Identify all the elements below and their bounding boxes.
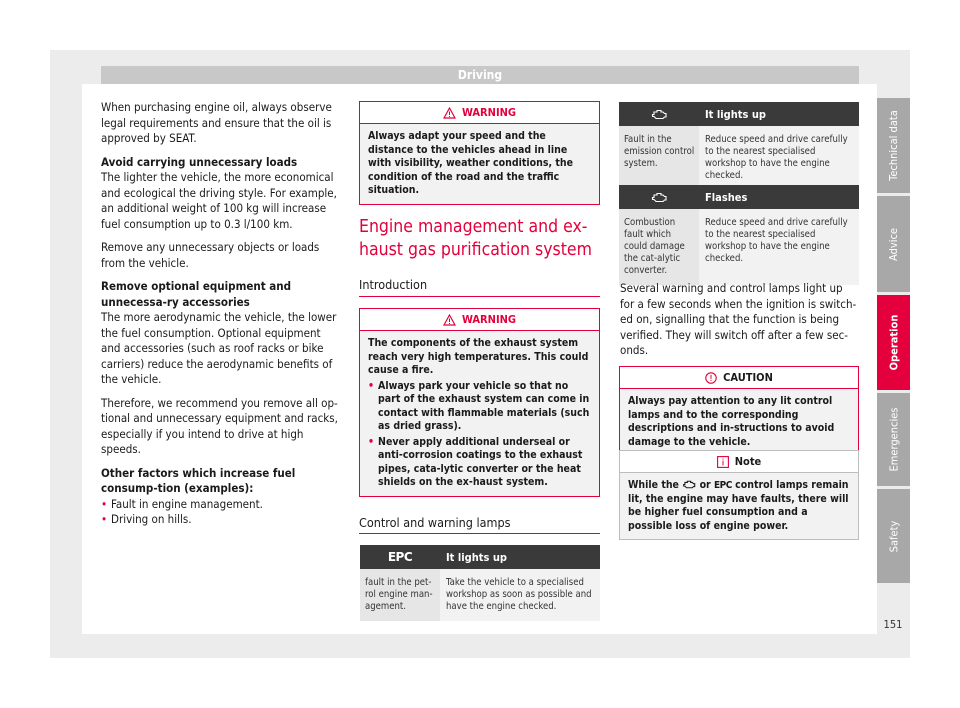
table-header xyxy=(360,545,600,569)
table-cell-action: Take the vehicle to a specialised workshop as soon as possible and have the engine checked. xyxy=(440,569,600,621)
tab-advice[interactable] xyxy=(877,196,910,292)
paragraph-remove-objects: Remove any unnecessary objects or loads from the vehicle. xyxy=(101,240,320,270)
tab-operation[interactable] xyxy=(877,295,910,390)
warning-bullet-text: Always park your vehicle so that no part of the exhaust system can come in contact with flammable materials (such as dried grass). xyxy=(378,379,590,432)
warning-bullet: • Never apply additional underseal or anti-corrosion coatings to the exhaust pipes, cata-lytic converter or the heat shields on the ex-haust system. xyxy=(368,436,591,490)
warning-text: Always adapt your speed and the distance to the vehicles ahead in line with visibility, weather conditions, the condition of the road and the traffic situation. xyxy=(368,130,573,196)
table-cell-action: Reduce speed and drive carefully to the nearest specialised workshop to have the engine checked. xyxy=(699,126,859,190)
warning-box-speed xyxy=(359,101,600,205)
subheading-introduction: Introduction xyxy=(359,277,428,292)
divider xyxy=(359,533,600,534)
table-header xyxy=(619,102,859,126)
warning-box-exhaust xyxy=(359,308,600,497)
heading-loads: Avoid carrying unnecessary loads xyxy=(101,154,298,169)
note-box xyxy=(619,450,859,540)
tab-label: Safety xyxy=(887,520,900,552)
table-cell-cause: Combustion fault which could damage the cat-alytic converter. xyxy=(619,209,699,285)
page-number: 151 xyxy=(883,618,903,631)
note-header xyxy=(620,451,858,473)
warning-text: The components of the exhaust system reach very high temperatures. This could cause a fire. xyxy=(368,337,589,376)
tab-emergencies[interactable] xyxy=(877,393,910,486)
note-text-end: control lamps remain lit, the engine may have faults, there will be higher fuel consumption and a possible loss of engine power. xyxy=(628,479,849,532)
paragraph-oil: When purchasing engine oil, always observe legal requirements and ensure that the oil is approved by SEAT. xyxy=(101,100,332,145)
tab-label: Technical data xyxy=(887,110,901,181)
engine-icon xyxy=(682,480,696,489)
tab-label: Operation xyxy=(887,314,900,371)
subheading-control-lamps: Control and warning lamps xyxy=(359,515,511,530)
factor-list xyxy=(101,497,343,528)
table-header-label: Flashes xyxy=(705,190,748,204)
warning-header xyxy=(360,102,599,124)
lamp-table-emission xyxy=(619,102,859,190)
heading-other-factors: Other factors which increase fuel consump-tion (examples): xyxy=(101,465,296,495)
tab-label: Emergencies xyxy=(887,407,901,472)
table-cell-cause: Fault in the emission control system. xyxy=(619,126,699,190)
table-row xyxy=(619,209,859,285)
caution-header xyxy=(620,367,858,389)
note-text-or: or xyxy=(699,479,711,491)
tab-label: Advice xyxy=(887,227,900,261)
table-header xyxy=(619,185,859,209)
warning-label: WARNING xyxy=(461,313,517,326)
warning-header xyxy=(360,309,599,331)
lamp-table-flashes xyxy=(619,185,859,285)
warning-content xyxy=(360,331,599,496)
table-cell-cause: fault in the pet-rol engine man-agement. xyxy=(360,569,440,621)
tab-technical-data[interactable] xyxy=(877,98,910,193)
warning-bullet: • Always park your vehicle so that no part of the exhaust system can come in contact with flammable materials (such as dried grass). xyxy=(368,379,590,432)
engine-icon xyxy=(651,192,667,203)
paragraph-aerodynamic: The more aerodynamic the vehicle, the lower the fuel consumption. Optional equipment and accessories (such as roof racks or bike carriers) reduce the aerodynamic benefits of the vehicle. xyxy=(101,310,337,386)
engine-lamp-icon xyxy=(619,192,699,203)
caution-box xyxy=(619,366,859,456)
engine-lamp-icon xyxy=(619,109,699,120)
epc-icon-text: EPC xyxy=(387,550,413,564)
engine-icon xyxy=(651,109,667,120)
paragraph-weight: The lighter the vehicle, the more economical and ecological the driving style. For example, an additional weight of 100 kg will increase fuel consumption up to 0.3 l/100 km. xyxy=(101,170,337,231)
warning-bullet-text: Never apply additional underseal or anti-corrosion coatings to the exhaust pipes, cata-lytic converter or the heat shields on the ex-haust system. xyxy=(378,435,583,488)
heading-equipment: Remove optional equipment and unnecessa-ry accessories xyxy=(101,279,292,309)
caution-label: CAUTION xyxy=(723,371,773,384)
table-header-label: It lights up xyxy=(446,550,507,564)
section-title: Engine management and ex-haust gas purification system xyxy=(359,217,592,260)
epc-lamp-icon xyxy=(360,550,440,564)
note-text xyxy=(620,473,858,539)
tab-safety[interactable] xyxy=(877,489,910,583)
table-row xyxy=(619,126,859,190)
note-label: Note xyxy=(734,455,762,468)
caution-icon xyxy=(705,372,717,384)
note-text-start: While the xyxy=(628,479,679,491)
list-item: • Fault in engine management. xyxy=(101,497,343,513)
epc-icon-inline: EPC xyxy=(714,480,732,491)
table-header-label: It lights up xyxy=(705,107,766,121)
note-icon xyxy=(717,456,729,468)
divider xyxy=(359,296,600,297)
table-cell-action: Reduce speed and drive carefully to the nearest specialised workshop to have the engine checked. xyxy=(699,209,859,285)
warning-label: WARNING xyxy=(461,106,517,119)
paragraph-lamps-check: Several warning and control lamps light up for a few seconds when the ignition is switch-ed on, signalling that the function is being verified. They will switch off after a few sec-onds. xyxy=(620,281,857,357)
chapter-header: Driving xyxy=(101,66,859,84)
caution-text: Always pay attention to any lit control lamps and to the corresponding descriptions and in-structions to avoid damage to the vehicle. xyxy=(628,395,835,448)
warning-triangle-icon xyxy=(443,107,456,119)
warning-triangle-icon xyxy=(443,314,456,326)
table-row xyxy=(360,569,600,621)
column-left xyxy=(101,100,343,528)
lamp-table-epc xyxy=(360,545,600,621)
paragraph-recommend: Therefore, we recommend you remove all op-tional and unnecessary equipment and racks, especially if you intend to drive at high speeds. xyxy=(101,395,338,456)
list-item: • Driving on hills. xyxy=(101,512,343,528)
